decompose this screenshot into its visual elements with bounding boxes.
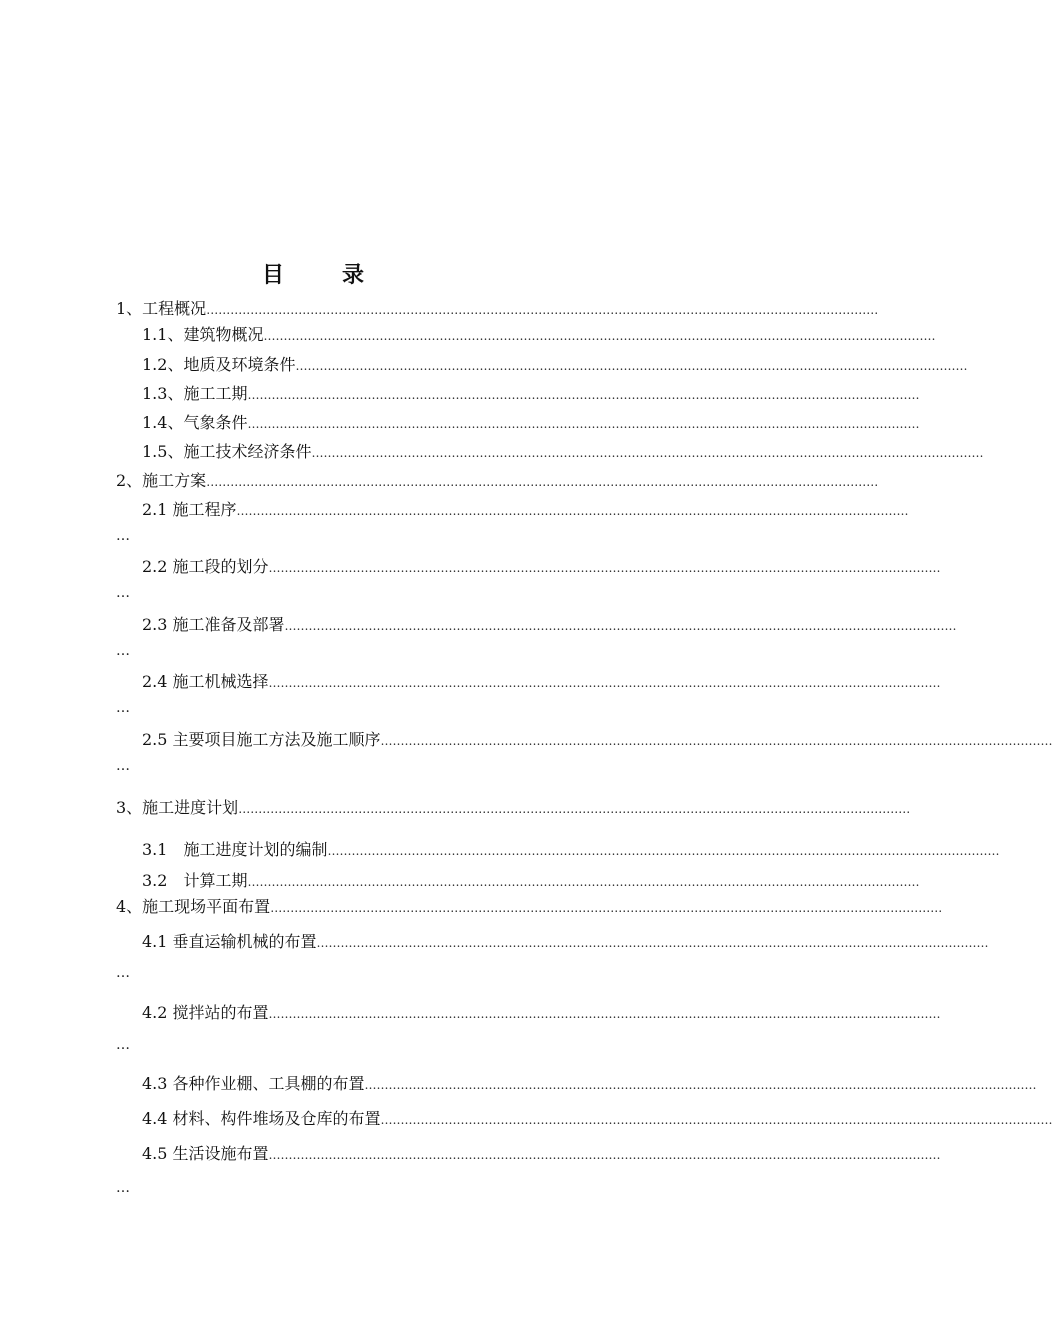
toc-entry-text: 4.3 各种作业棚、工具棚的布置	[142, 1074, 365, 1093]
toc-leader: ……………………………………………………………………………………………………………………………………………………	[263, 329, 936, 343]
toc-entry[interactable]	[116, 896, 943, 919]
toc-leader: ……………………………………………………………………………………………………………………………………………………	[238, 802, 911, 816]
toc-entry[interactable]	[142, 931, 989, 954]
toc-leader: ……………………………………………………………………………………………………………………………………………………	[268, 1148, 941, 1162]
toc-leader: ……………………………………………………………………………………………………………………………………………………	[247, 417, 920, 431]
toc-leader: ……………………………………………………………………………………………………………………………………………………	[236, 504, 909, 518]
toc-leader: ……………………………………………………………………………………………………………………………………………………	[268, 1007, 941, 1021]
toc-entry[interactable]	[142, 1002, 941, 1025]
toc-leader: ……………………………………………………………………………………………………………………………………………………	[268, 676, 941, 690]
toc-leader: ……………………………………………………………………………………………………………………………………………………	[206, 303, 879, 317]
toc-title	[262, 258, 364, 289]
toc-leader: ……………………………………………………………………………………………………………………………………………………	[380, 734, 1053, 748]
toc-leader-wrap: …	[116, 528, 130, 544]
toc-entry-text: 1、工程概况	[116, 299, 207, 318]
toc-entry[interactable]	[116, 470, 879, 493]
toc-leader: ……………………………………………………………………………………………………………………………………………………	[364, 1078, 1037, 1092]
toc-leader-wrap: …	[116, 1180, 130, 1196]
toc-leader: ……………………………………………………………………………………………………………………………………………………	[247, 875, 920, 889]
toc-entry-text: 1.1、建筑物概况	[142, 325, 264, 344]
toc-entry-text: 2.1 施工程序	[142, 500, 237, 519]
toc-entry[interactable]	[142, 839, 1000, 862]
toc-leader: ……………………………………………………………………………………………………………………………………………………	[206, 475, 879, 489]
toc-leader: ……………………………………………………………………………………………………………………………………………………	[270, 901, 943, 915]
toc-title-right: 录	[342, 262, 365, 288]
toc-leader: ……………………………………………………………………………………………………………………………………………………	[295, 359, 968, 373]
toc-leader-wrap: …	[116, 700, 130, 716]
toc-leader-wrap: …	[116, 1037, 130, 1053]
toc-entry[interactable]	[142, 671, 941, 694]
toc-entry[interactable]	[142, 499, 909, 522]
toc-entry-text: 2.3 施工准备及部署	[142, 615, 285, 634]
toc-title-left: 目	[262, 262, 285, 288]
toc-entry-text: 2.4 施工机械选择	[142, 672, 269, 691]
toc-entry[interactable]	[142, 354, 968, 377]
toc-entry-text: 1.4、气象条件	[142, 413, 248, 432]
toc-leader: ……………………………………………………………………………………………………………………………………………………	[284, 619, 957, 633]
toc-leader-wrap: …	[116, 585, 130, 601]
toc-entry[interactable]	[142, 383, 920, 406]
toc-entry-text: 3.1 施工进度计划的编制	[142, 840, 328, 859]
toc-leader: ……………………………………………………………………………………………………………………………………………………	[327, 844, 1000, 858]
toc-entry[interactable]	[142, 556, 941, 579]
toc-entry-text: 4.4 材料、构件堆场及仓库的布置	[142, 1109, 381, 1128]
toc-entry-text: 1.5、施工技术经济条件	[142, 442, 312, 461]
toc-entry[interactable]	[116, 797, 911, 820]
toc-entry-text: 1.3、施工工期	[142, 384, 248, 403]
toc-leader: ……………………………………………………………………………………………………………………………………………………	[380, 1113, 1053, 1127]
toc-entry[interactable]	[142, 870, 920, 893]
toc-leader-wrap: …	[116, 965, 130, 981]
toc-leader-wrap: …	[116, 758, 130, 774]
toc-entry-text: 1.2、地质及环境条件	[142, 355, 296, 374]
toc-entry[interactable]	[142, 1143, 941, 1166]
toc-entry[interactable]	[142, 412, 920, 435]
toc-entry[interactable]	[142, 1108, 1053, 1131]
toc-entry[interactable]	[142, 729, 1053, 752]
toc-entry-text: 2.5 主要项目施工方法及施工顺序	[142, 730, 381, 749]
toc-entry[interactable]	[116, 298, 879, 321]
toc-entry[interactable]	[142, 441, 984, 464]
toc-entry-text: 4.2 搅拌站的布置	[142, 1003, 269, 1022]
toc-entry-text: 2、施工方案	[116, 471, 207, 490]
toc-entry-text: 4、施工现场平面布置	[116, 897, 271, 916]
toc-leader-wrap: …	[116, 643, 130, 659]
toc-leader: ……………………………………………………………………………………………………………………………………………………	[268, 561, 941, 575]
toc-leader: ……………………………………………………………………………………………………………………………………………………	[316, 936, 989, 950]
toc-leader: ……………………………………………………………………………………………………………………………………………………	[247, 388, 920, 402]
toc-entry-text: 3、施工进度计划	[116, 798, 239, 817]
toc-leader: ……………………………………………………………………………………………………………………………………………………	[311, 446, 984, 460]
toc-entry[interactable]	[142, 614, 957, 637]
toc-entry-text: 3.2 计算工期	[142, 871, 248, 890]
toc-entry[interactable]	[142, 1073, 1037, 1096]
toc-entry-text: 4.1 垂直运输机械的布置	[142, 932, 317, 951]
toc-entry-text: 2.2 施工段的划分	[142, 557, 269, 576]
toc-entry[interactable]	[142, 324, 936, 347]
toc-entry-text: 4.5 生活设施布置	[142, 1144, 269, 1163]
